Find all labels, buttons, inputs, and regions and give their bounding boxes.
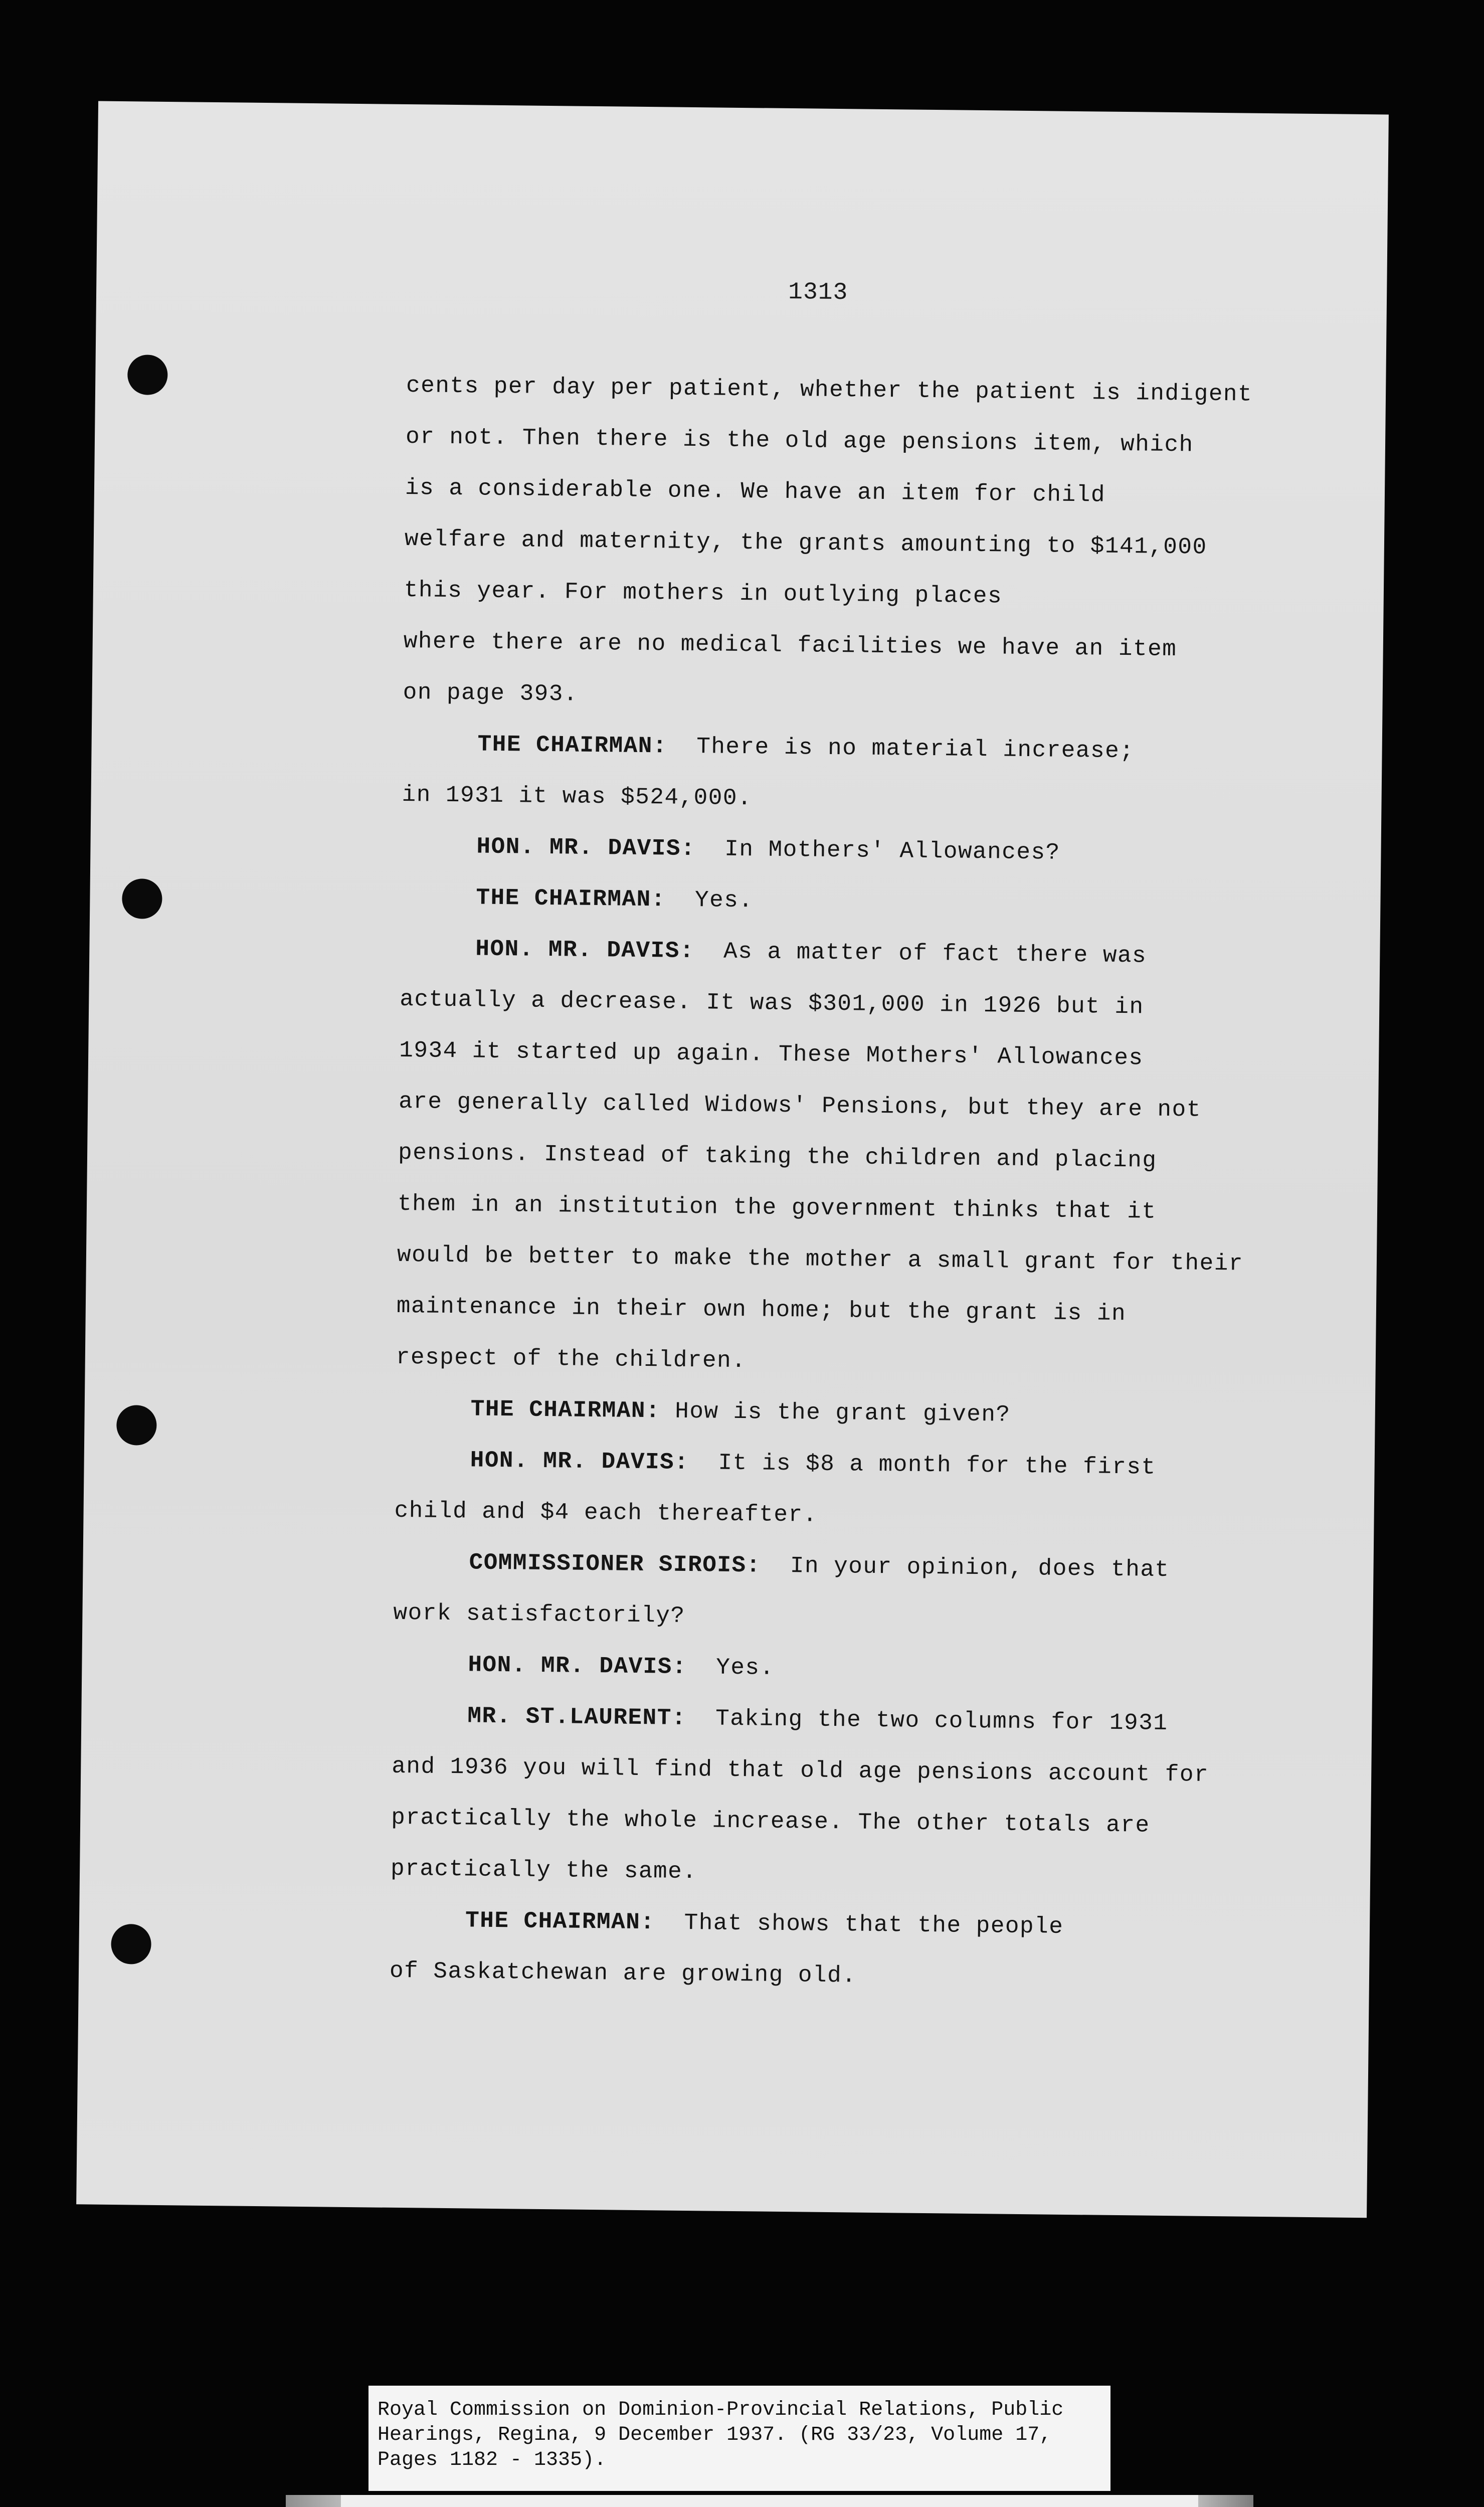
punch-hole [111,1924,151,1964]
transcript-line: of Saskatchewan are growing old. [389,1957,857,1989]
speech-text: How is the grant given? [674,1398,1011,1428]
speech-text: Yes. [715,1654,775,1681]
speaker-label: HON. MR. DAVIS: [470,1447,689,1476]
speaker-label: HON. MR. DAVIS: [475,936,695,965]
speech-text: In Mothers' Allowances? [724,836,1060,866]
transcript-line: practically the whole increase. The other totals are [391,1804,1150,1839]
speaker-line [393,1639,1361,1700]
speaker-line [395,1383,1363,1444]
transcript-line: child and $4 each thereafter. [394,1497,818,1528]
transcript-line: and 1936 you will find that old age pensions account for [392,1753,1209,1788]
transcript-line: would be better to make the mother a small grant for their [397,1241,1244,1277]
speech-text: Yes. [694,887,754,914]
stamp-edge [286,2495,341,2507]
speaker-line [390,1894,1358,1955]
transcript-line: them in an institution the government thinks that it [397,1190,1157,1225]
transcript-line: respect of the children. [396,1344,747,1374]
speaker-label: MR. ST.LAURENT: [467,1703,687,1731]
speech-text: It is $8 a month for the first [718,1450,1156,1481]
speaker-line [402,718,1370,779]
page-number: 1313 [788,278,848,307]
speaker-line [401,871,1369,933]
archive-label-line: Hearings, Regina, 9 December 1937. (RG 33/23, Volume 17, [378,2424,1052,2446]
punch-hole [122,878,162,919]
transcript-line: pensions. Instead of taking the children and placing [398,1139,1157,1174]
transcript-line: are generally called Widows' Pensions, but they are not [398,1088,1202,1123]
speaker-line [394,1536,1362,1597]
speaker-label: HON. MR. DAVIS: [476,833,696,862]
archive-label-line: Pages 1182 - 1335). [378,2449,607,2471]
archive-reference-label [368,2386,1110,2491]
transcript-line: on page 393. [403,679,579,707]
speech-text: Taking the two columns for 1931 [715,1705,1168,1737]
transcript-line: work satisfactorily? [393,1599,685,1629]
speaker-label: THE CHAIRMAN: [476,884,666,913]
transcript-line: maintenance in their own home; but the grant is in [396,1293,1127,1327]
speech-text: There is no material increase; [696,734,1135,765]
transcript-line: in 1931 it was $524,000. [402,781,753,812]
speech-text: In your opinion, does that [790,1553,1170,1583]
speaker-label: THE CHAIRMAN: [465,1907,655,1936]
stamp-plate [341,2495,1198,2507]
transcript-line: or not. Then there is the old age pensions item, which [405,423,1194,458]
speech-text: As a matter of fact there was [723,938,1147,969]
document-page [76,101,1389,2218]
speaker-line [392,1690,1360,1751]
speaker-label: THE CHAIRMAN: [477,731,668,760]
speaker-line [401,820,1369,881]
speaker-line [395,1434,1363,1495]
archive-stamp [286,2495,1253,2507]
transcript-line: this year. For mothers in outlying places [404,577,1003,610]
transcript-line: is a considerable one. We have an item for child [405,474,1106,508]
transcript-body [390,360,1374,2007]
transcript-line: where there are no medical facilities we have an item [403,628,1177,663]
speaker-label: THE CHAIRMAN: [470,1396,661,1424]
speech-text: That shows that the people [684,1909,1064,1940]
speaker-label: HON. MR. DAVIS: [468,1652,687,1680]
speaker-line [400,923,1368,984]
punch-hole [127,354,168,395]
transcript-line: welfare and maternity, the grants amounting to $141,000 [404,525,1207,561]
transcript-line: cents per day per patient, whether the patient is indigent [406,372,1253,408]
transcript-line: 1934 it started up again. These Mothers' Allowances [399,1037,1144,1071]
transcript-line: actually a decrease. It was $301,000 in 1926 but in [400,986,1144,1020]
punch-hole [116,1405,157,1446]
speaker-label: COMMISSIONER SIROIS: [469,1549,761,1579]
transcript-line: practically the same. [390,1855,697,1885]
stamp-edge [1198,2495,1253,2507]
archive-label-line: Royal Commission on Dominion-Provincial Relations, Public [378,2399,1064,2421]
